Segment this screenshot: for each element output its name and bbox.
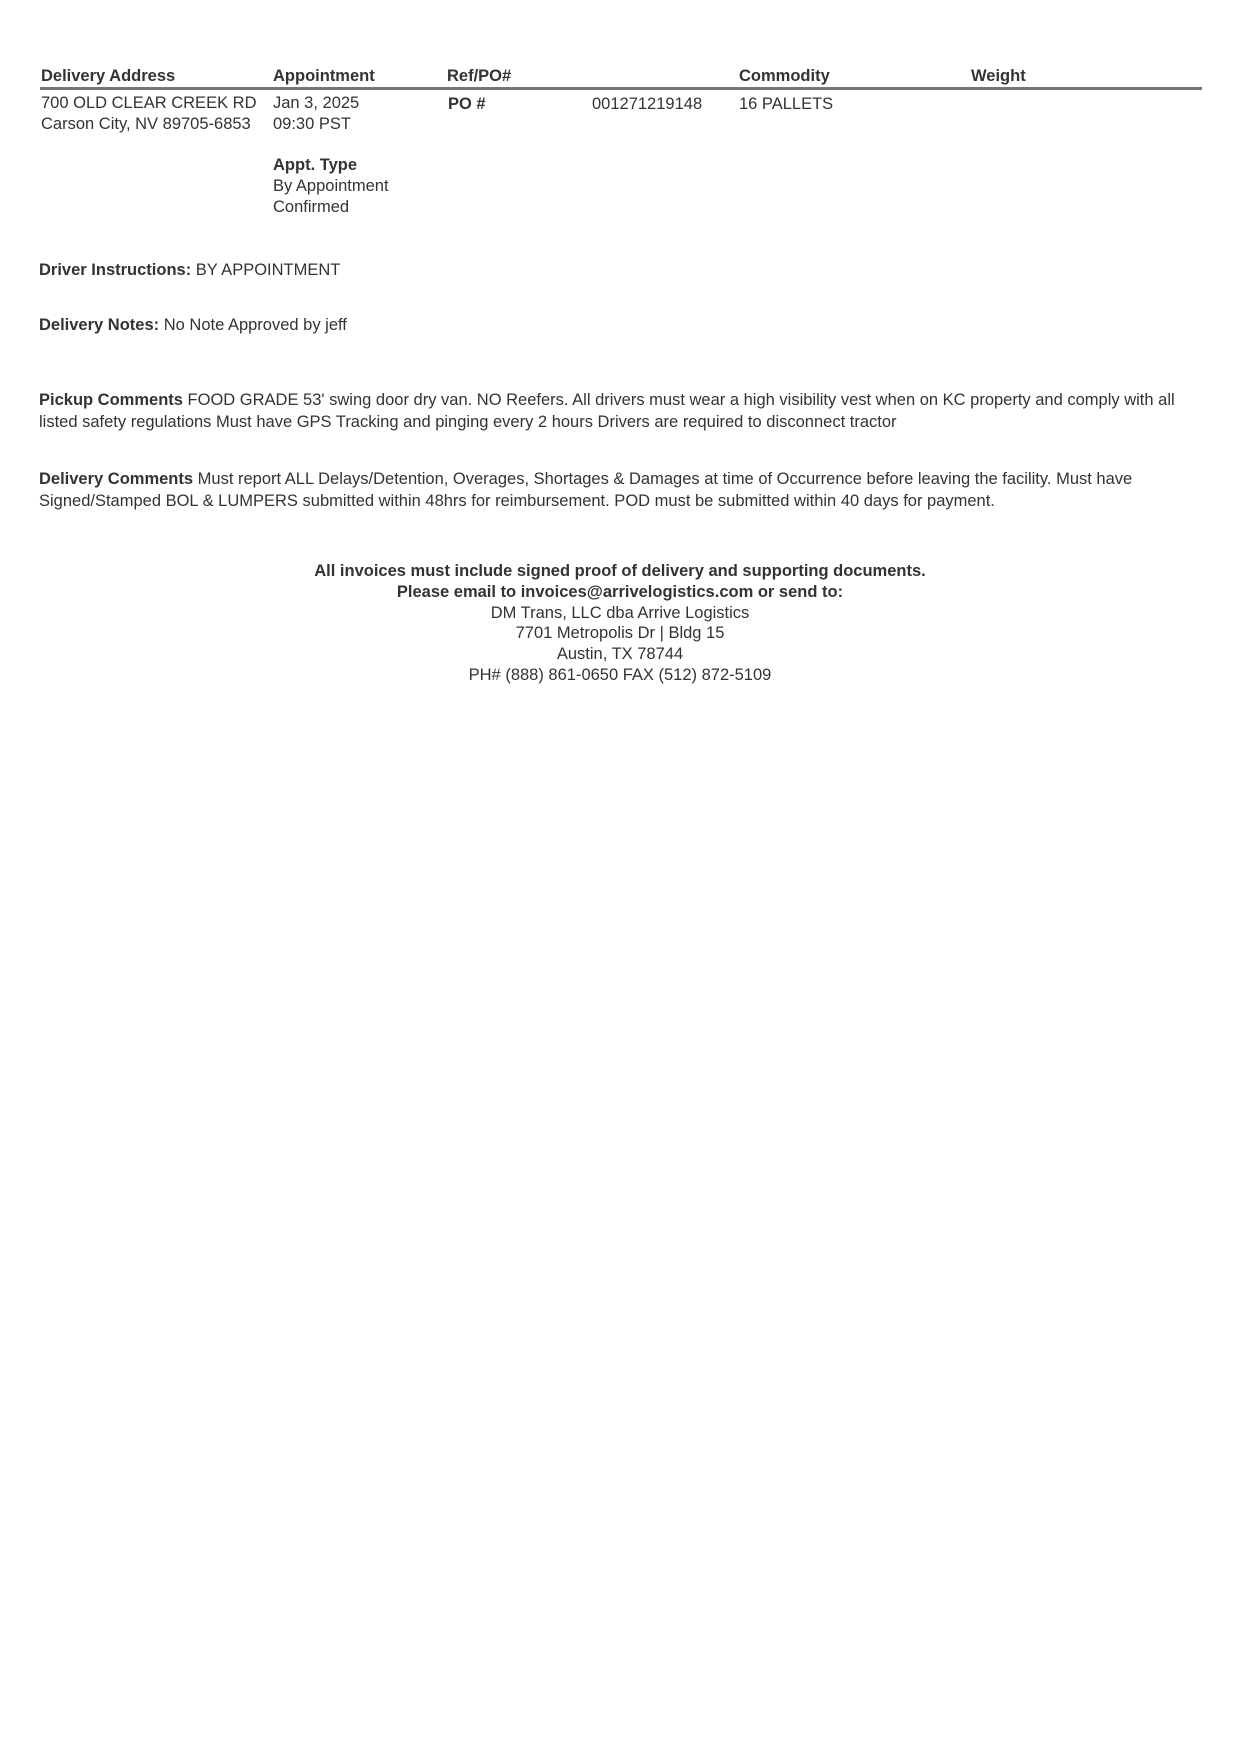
footer-line-2: Please email to invoices@arrivelogistics.com or send to: <box>396 582 844 601</box>
delivery-comments-value: Must report ALL Delays/Detention, Overages, Shortages & Damages at time of Occurrence before leaving the facility. Must have Signed/Stamped BOL & LUMPERS submitted within 48hrs for reimbursement. POD must be submitted within 40 days for payment. <box>39 470 1133 510</box>
appointment-type-value: By Appointment <box>273 177 389 195</box>
driver-instructions-label: Driver Instructions: <box>39 261 192 279</box>
delivery-address-cell <box>41 93 257 135</box>
invoice-footer <box>0 561 1240 686</box>
pickup-comments <box>39 390 1204 433</box>
delivery-comments <box>39 469 1204 512</box>
driver-instructions <box>39 260 1204 282</box>
commodity-value: 16 PALLETS <box>739 95 834 113</box>
appointment-date: Jan 3, 2025 <box>273 94 360 112</box>
footer-line-1: All invoices must include signed proof of delivery and supporting documents. <box>314 562 926 580</box>
delivery-notes-label: Delivery Notes: <box>39 316 160 334</box>
appointment-time: 09:30 PST <box>273 115 351 133</box>
appointment-cell <box>273 93 389 218</box>
header-commodity: Commodity <box>739 67 830 85</box>
header-delivery-address: Delivery Address <box>41 67 176 85</box>
footer-phone-fax: PH# (888) 861-0650 FAX (512) 872-5109 <box>468 665 772 684</box>
pickup-comments-value: FOOD GRADE 53' swing door dry van. NO Reefers. All drivers must wear a high visibility vest when on KC property and comply with all listed safety regulations Must have GPS Tracking and pinging every 2 hours Drivers are required to disconnect tractor <box>39 391 1175 431</box>
appointment-status: Confirmed <box>273 198 350 216</box>
ref-label: PO # <box>448 95 486 113</box>
delivery-notes <box>39 315 1204 337</box>
footer-city: Austin, TX 78744 <box>556 645 684 664</box>
appointment-type-label: Appt. Type <box>273 156 358 174</box>
address-line-1: 700 OLD CLEAR CREEK RD <box>41 94 257 112</box>
header-divider <box>40 87 1202 90</box>
delivery-comments-label: Delivery Comments <box>39 470 194 488</box>
driver-instructions-value: BY APPOINTMENT <box>195 261 341 279</box>
header-appointment: Appointment <box>273 67 375 85</box>
header-weight: Weight <box>971 67 1026 85</box>
footer-street: 7701 Metropolis Dr | Bldg 15 <box>515 624 725 643</box>
pickup-comments-label: Pickup Comments <box>39 391 183 409</box>
delivery-notes-value: No Note Approved by jeff <box>163 316 347 334</box>
address-line-2: Carson City, NV 89705-6853 <box>41 115 251 133</box>
footer-company: DM Trans, LLC dba Arrive Logistics <box>490 603 750 622</box>
ref-value: 001271219148 <box>592 95 703 113</box>
header-ref-po: Ref/PO# <box>447 67 512 85</box>
